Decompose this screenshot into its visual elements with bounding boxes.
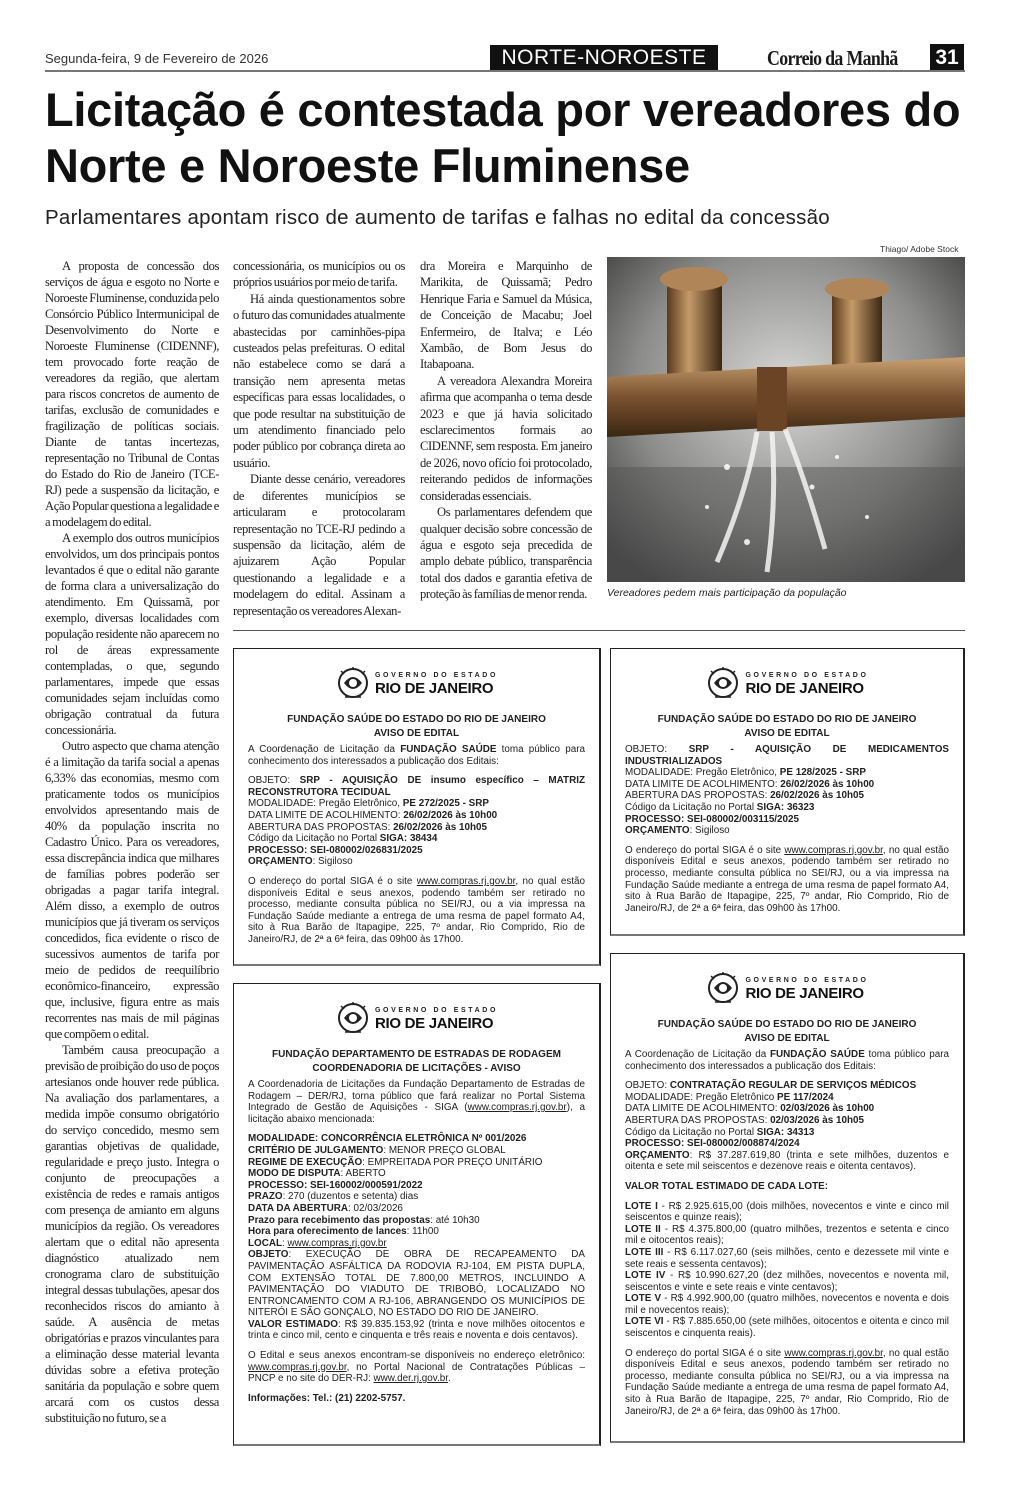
notice-text: A Coordenação de Licitação da — [625, 1049, 770, 1060]
notice-line — [248, 1319, 585, 1342]
notice-text: CRITÉRIO DE JULGAMENTO — [248, 1144, 384, 1156]
notice-text: Informações: Tel.: (21) 2202-5757. — [248, 1392, 406, 1404]
newspaper-name: Correio da Manhã — [767, 46, 898, 70]
notice-text: OBJETO: — [248, 775, 300, 787]
notice-text: : Sigiloso — [312, 856, 353, 868]
notice-text: LOTE V — [625, 1293, 662, 1305]
notice-line — [248, 1157, 585, 1169]
notice-link[interactable]: www.compras.rj.gov.br — [248, 1361, 347, 1373]
notice-text: LOTE IV — [625, 1270, 666, 1282]
notice-line — [625, 1348, 949, 1418]
notice-link[interactable]: www.compras.rj.gov.br — [287, 1237, 387, 1249]
notice-text: LOTE II — [625, 1223, 661, 1235]
notice-line — [248, 1203, 585, 1215]
notice-text: DATA LIMITE DE ACOLHIMENTO: — [625, 778, 781, 790]
notice-line — [248, 876, 585, 946]
notice-line — [625, 1080, 949, 1092]
section-label: NORTE-NOROESTE — [490, 45, 718, 71]
notice-block — [625, 1201, 949, 1340]
notice-text: - R$ 10.990.627,20 (dez milhões, novecentos e noventa mil, seiscentos e vinte e sete reais e vinte centavos); — [625, 1270, 949, 1293]
notice-text: ABERTURA DAS PROPOSTAS: — [625, 790, 771, 802]
notice-text: FUNDAÇÃO SAÚDE — [400, 744, 497, 755]
notice-link[interactable]: www.compras.rj.gov.br — [784, 1347, 883, 1359]
article-photo-pipes — [607, 257, 965, 582]
notice-text: PE 272/2025 - SRP — [402, 798, 489, 810]
notice-line — [248, 1350, 585, 1385]
notice-text: FUNDAÇÃO SAÚDE — [769, 1049, 865, 1060]
notice-line — [248, 1133, 585, 1145]
notice-text: PROCESSO: SEI-080002/003115/2025 — [625, 813, 800, 825]
notice-text: - R$ 4.992.900,00 (quatro milhões, novecentos e noventa e dois mil e novecentos reais); — [625, 1293, 949, 1316]
notice-text: SRP - AQUISIÇÃO DE MEDICAMENTOS INDUSTRIALIZADOS — [625, 744, 949, 767]
logo-line-2: RIO DE JANEIRO — [374, 1015, 494, 1033]
notice-text: ORÇAMENTO — [625, 1149, 690, 1161]
notice-line — [248, 744, 585, 767]
notice-line — [625, 744, 949, 767]
logo-line-1: GOVERNO DO ESTADO — [374, 671, 499, 679]
page-number: 31 — [930, 44, 964, 72]
article-headline: Licitação é contestada por vereadores do Norte e Noroeste Fluminense — [45, 83, 961, 192]
notice-text: PRAZO — [248, 1191, 283, 1203]
notice-line — [248, 1238, 585, 1250]
notice-text: SIGA: 38434 — [379, 833, 438, 845]
notice-text: O endereço do portal SIGA é o site — [248, 875, 417, 887]
notice-block — [248, 775, 585, 868]
notice-link[interactable]: www.compras.rj.gov.br — [784, 844, 883, 856]
notice-text: toma público para conhecimento dos interessados a publicação dos Editais: — [248, 744, 585, 767]
notice-text: MODALIDADE: Pregão Eletrônico, — [248, 798, 403, 810]
notice-line — [625, 1138, 949, 1150]
notice-line — [625, 1181, 949, 1193]
notice-text: VALOR TOTAL ESTIMADO DE CADA LOTE: — [625, 1180, 828, 1192]
logo-line-2: RIO DE JANEIRO — [745, 680, 864, 698]
logo-line-2: RIO DE JANEIRO — [745, 985, 864, 1003]
notice-block — [248, 876, 585, 946]
notice-text: . — [447, 1373, 451, 1385]
notice-text: PE 128/2025 - SRP — [779, 767, 866, 779]
notice-block — [248, 1350, 585, 1385]
notice-text: 26/02/2026 às 10h05 — [770, 790, 864, 802]
notice-text: : R$ 37.287.619,80 (trinta e sete milhões, duzentos e oitenta e sete mil seiscentos e dezenove reais e oitenta centavos). — [625, 1149, 949, 1173]
notice-text: ORÇAMENTO — [625, 825, 690, 837]
notice-line — [248, 833, 585, 845]
notice-line — [625, 1224, 949, 1247]
notice-line — [248, 1079, 585, 1125]
notice-line — [625, 1201, 949, 1224]
notice-line — [248, 1215, 585, 1227]
notice-line — [625, 1049, 949, 1072]
notice-block — [625, 1080, 949, 1173]
notice-text: O Edital e seus anexos encontram-se disponíveis no endereço eletrônico: — [248, 1350, 585, 1362]
notice-block — [248, 1079, 585, 1125]
article-subheadline: Parlamentares apontam risco de aumento de tarifas e falhas no edital da concessão — [45, 206, 830, 229]
notice-block — [248, 744, 585, 767]
notice-text: ), a licitação abaixo mencionada: — [248, 1102, 585, 1125]
notice-line — [248, 1191, 585, 1203]
notice-text: 26/02/2026 às 10h00 — [780, 778, 875, 790]
paragraph: Também causa preocupação a previsão de proibição do uso de poços artesianos onde houver rede pública. Na avaliação dos parlamentares, a medida impõe consumo obrigatório do serviço concedido, mesmo sem garantias objetivas de qualidade, regularidade e preço justo. Integra o conjunto de preocupações a existência de redes e ramais antigos com presença de amianto em alguns municípios da região. Os vereadores alertam que o edital não apresenta diagnóstico atualizado nem cronograma claro de substituição integral dessas tubulações, apesar dos reconhecidos riscos do amianto à saúde. A ausência de metas obrigatórias e prazos vinculantes para a eliminação desse material levanta dúvidas sobre a efetiva proteção sanitária da população e sobre quem arcará com os custos dessa substituição no futuro, se a — [45, 1043, 219, 1425]
notice-text: 26/02/2026 às 10h00 — [403, 809, 498, 821]
notice-line — [625, 1092, 949, 1104]
section-divider — [233, 630, 965, 631]
rio-de-janeiro-government-logo — [625, 665, 949, 701]
paragraph: A exemplo dos outros municípios envolvidos, um dos principais pontos levantados é que o edital não garante de forma clara a universalização do atendimento. Em Quissamã, por exemplo, diversas localidades com população residente não aparecem no rol de áreas expressamente contempladas, o que, segundo parlamentares, impede que essas comunidades sejam incluídas como obrigação contratual da futura concessionária. — [45, 531, 219, 737]
notice-text: SIGA: 34313 — [756, 1126, 815, 1138]
notice-text: Prazo para recebimento das propostas — [248, 1214, 431, 1226]
notice-text: : ABERTO — [340, 1168, 386, 1180]
notice-line — [625, 1270, 949, 1293]
notice-heading: FUNDAÇÃO DEPARTAMENTO DE ESTRADAS DE RODAGEM — [272, 1049, 561, 1060]
notice-line — [625, 1115, 949, 1127]
notice-text: : EMPREITADA POR PREÇO UNITÁRIO — [362, 1156, 543, 1168]
state-coat-of-arms-icon — [705, 970, 741, 1006]
paragraph: concessionária, os municípios ou os próprios usuários por meio de tarifa. — [233, 259, 405, 290]
notice-text: 26/02/2026 às 10h05 — [393, 821, 487, 833]
notice-text: - R$ 4.375.800,00 (quatro milhões, trezentos e setenta e cinco mil e oitocentos reais); — [625, 1223, 949, 1247]
notice-text: : até 10h30 — [430, 1214, 480, 1226]
logo-line-1: GOVERNO DO ESTADO — [374, 1006, 499, 1014]
article-column-3 — [420, 258, 592, 603]
notice-link[interactable]: www.compras.rj.gov.br — [467, 1102, 567, 1114]
notice-text: - R$ 6.117.027,60 (seis milhões, cento e dezessete mil vinte e sete reais e sessenta centavos); — [625, 1246, 949, 1270]
notice-text: Código da Licitação no Portal — [625, 1126, 757, 1138]
paragraph: Há ainda questionamentos sobre o futuro das comunidades atualmente abastecidas por caminhões-pipa custeados pelas prefeituras. O edital não estabelece como se dará a transição nem apresenta metas específicas para essas localidades, o que pode resultar na substituição de um atendimento financiado pelo poder público por cobrança direta ao usuário. — [233, 291, 405, 470]
notice-line — [248, 845, 585, 857]
notice-text: : 02/03/2026 — [348, 1202, 403, 1214]
notice-text: SIGA: 36323 — [756, 801, 815, 813]
notice-text: Código da Licitação no Portal — [625, 801, 757, 813]
state-coat-of-arms-icon — [335, 665, 371, 701]
notice-text: , no qual estão disponíveis Edital e seus anexos, podendo também ser retirado no processo, mediante consulta pública no SEI/RJ, ou a via impressa na Fundação Saúde mediante a entrega de uma resma de papel formato A4, sito à Rua Barão de Itapagipe, 225, 7º andar, Rio Comprido, Rio de Janeiro/RJ, de 2ª a 6ª feira, das 09h00 às 17h00. — [625, 1347, 949, 1417]
article-column-2 — [233, 258, 405, 619]
edition-date: Segunda-feira, 9 de Fevereiro de 2026 — [45, 51, 269, 66]
paragraph: A vereadora Alexandra Moreira afirma que acompanha o tema desde 2023 e que já havia solicitado esclarecimentos formais ao CIDENNF, sem resposta. Em janeiro de 2026, novo ofício foi protocolado, reiterando pedidos de informações consideradas essenciais. — [420, 373, 592, 503]
notice-text: 02/03/2026 às 10h00 — [780, 1103, 875, 1115]
notice-text: OBJETO — [248, 1249, 289, 1261]
paragraph: dra Moreira e Marquinho de Marikita, de Quissamã; Pedro Henrique Faria e Samuel da Música, de Conceição de Macabu; Joel Enfermeiro, de Italva; e Léo Xambão, de Bom Jesus do Itabapoana. — [420, 259, 592, 372]
legal-notice-der-rj — [233, 983, 601, 1446]
header-divider — [45, 70, 965, 72]
notice-block — [625, 845, 949, 915]
legal-notice-fundacao-saude-1 — [233, 648, 601, 966]
notice-block — [248, 1393, 585, 1405]
notice-text: : — [282, 1237, 288, 1249]
article-column-1 — [45, 258, 219, 1426]
notice-line — [248, 810, 585, 822]
notice-line — [248, 1168, 585, 1180]
notice-text: OBJETO: — [625, 744, 689, 755]
notice-text: MODALIDADE: Pregão Eletrônico — [625, 1091, 778, 1103]
notice-line — [625, 825, 949, 837]
notice-line — [625, 845, 949, 915]
notice-text: - R$ 2.925.615,00 (dois milhões, novecentos e vinte e cinco mil seiscentos e quinze reais); — [625, 1200, 949, 1224]
notice-line — [625, 1150, 949, 1173]
notice-heading: COORDENADORIA DE LICITAÇÕES - AVISO — [312, 1063, 521, 1074]
state-coat-of-arms-icon — [335, 1000, 371, 1036]
notice-line — [625, 1103, 949, 1115]
notice-text: OBJETO: — [625, 1080, 670, 1092]
notice-text: LOTE I — [625, 1200, 658, 1212]
rio-de-janeiro-government-logo — [625, 970, 949, 1006]
notice-block — [625, 1049, 949, 1072]
notice-text: LOCAL — [248, 1237, 283, 1249]
legal-notice-fundacao-saude-3 — [610, 953, 965, 1443]
paragraph: Diante desse cenário, vereadores de diferentes municípios se articularam e protocolaram representação no TCE-RJ pedindo a suspensão da licitação, além de ajuizarem Ação Popular questionando a legalidade e a modelagem do edital. Assinam a representação os vereadores Alexan- — [233, 472, 405, 618]
paragraph: A proposta de concessão dos serviços de água e esgoto no Norte e Noroeste Fluminense, conduzida pelo Consórcio Público Intermunicipal de Desenvolvimento do Norte e Noroeste Fluminense (CIDENNF), tem provocado forte reação de vereadores da região, que alertam para riscos concretos de aumento de tarifas, exclusão de comunidades e fragilização de políticas sociais. Diante de tantas incertezas, representação no Tribunal de Contas do Estado do Rio de Janeiro (TCE-RJ) pede a suspensão da licitação, e Ação Popular questiona a legalidade e a modelagem do edital. — [45, 259, 219, 529]
notice-text: SRP - AQUISIÇÃO DE insumo específico – MATRIZ RECONSTRUTORA TECIDUAL — [248, 775, 585, 798]
notice-line — [248, 1145, 585, 1157]
notice-text: MODALIDADE: Pregão Eletrônico, — [625, 767, 780, 779]
notice-line — [625, 802, 949, 814]
notice-line — [248, 1249, 585, 1319]
notice-text: : EXECUÇÃO DE OBRA DE RECAPEAMENTO DA PAVIMENTAÇÃO ASFÁLTICA DA RODOVIA RJ-104, EM PISTA DUPLA, COM EXTENSÃO TOTAL DE 7.800,00 METROS, INCLUINDO A PAVIMENTAÇÃO DO VIADUTO DE TRIBOBÓ, LOCALIZADO NO ENTRONCAMENTO COM A RJ-106, ABRANGENDO OS MUNICÍPIOS DE NITERÓI E SÃO GONÇALO, NO ESTADO DO RIO DE JANEIRO. — [248, 1249, 585, 1319]
notice-text: 02/03/2026 às 10h05 — [770, 1114, 864, 1126]
notice-text: LOTE VI — [625, 1316, 664, 1328]
logo-line-1: GOVERNO DO ESTADO — [745, 976, 869, 984]
notice-text: ORÇAMENTO — [248, 856, 313, 868]
notice-line — [248, 798, 585, 810]
notice-text: DATA LIMITE DE ACOLHIMENTO: — [248, 809, 404, 821]
notice-text: PROCESSO: SEI-160002/000591/2022 — [248, 1179, 423, 1191]
notice-text: VALOR ESTIMADO — [248, 1318, 338, 1330]
notice-line — [625, 1247, 949, 1270]
notice-text: , no Portal Nacional de Contratações Públicas – PNCP e no site do DER-RJ: — [248, 1361, 585, 1385]
notice-text: : 11h00 — [406, 1226, 439, 1238]
notice-line — [625, 814, 949, 826]
notice-line — [248, 775, 585, 798]
notice-text: A Coordenadoria de Licitações da Fundação Departamento de Estradas de Rodagem – DER/RJ, torna público que fará realizar no Portal Sistema Integrado de Gestão de Aquisições - SIGA ( — [248, 1079, 585, 1114]
notice-text: , no qual estão disponíveis Edital e seus anexos, podendo também ser retirado no processo, mediante consulta pública no SEI/RJ, ou a via impressa na Fundação Saúde mediante a entrega de uma resma de papel formato A4, sito à Rua Barão de Itapagipe, 225, 7º andar, Rio Comprido, Rio de Janeiro/RJ, de 2ª a 6ª feira, das 09h00 às 17h00. — [248, 875, 585, 945]
notice-heading: AVISO DE EDITAL — [744, 728, 830, 739]
notice-block — [248, 1133, 585, 1342]
notice-text: : Sigiloso — [689, 825, 730, 837]
notice-line — [248, 1393, 585, 1405]
notice-text: PROCESSO: SEI-080002/008874/2024 — [625, 1138, 800, 1150]
notice-line — [625, 1293, 949, 1316]
logo-line-2: RIO DE JANEIRO — [374, 680, 494, 698]
notice-heading: AVISO DE EDITAL — [744, 1033, 830, 1044]
notice-line — [248, 1180, 585, 1192]
rio-de-janeiro-government-logo — [248, 665, 585, 701]
notice-text: DATA DA ABERTURA — [248, 1202, 349, 1214]
notice-block — [625, 744, 949, 837]
rio-de-janeiro-government-logo — [248, 1000, 585, 1036]
notice-text: PE 117/2024 — [777, 1091, 834, 1103]
notice-text: O endereço do portal SIGA é o site — [625, 1347, 785, 1359]
notice-heading: AVISO DE EDITAL — [373, 728, 460, 739]
notice-line — [625, 779, 949, 791]
photo-credit: Thiago/ Adobe Stock — [880, 244, 959, 254]
notice-line — [248, 822, 585, 834]
notice-line — [625, 790, 949, 802]
notice-heading: FUNDAÇÃO SAÚDE DO ESTADO DO RIO DE JANEIRO — [657, 714, 917, 725]
notice-text: A Coordenação de Licitação da — [248, 744, 401, 755]
logo-line-1: GOVERNO DO ESTADO — [745, 671, 869, 679]
notice-line — [625, 1127, 949, 1139]
notice-text: LOTE III — [625, 1246, 664, 1258]
notice-line — [248, 1226, 585, 1238]
paragraph: Outro aspecto que chama atenção é a limitação da tarifa social a apenas 6,33% das economias, mesmo com praticamente todos os municípios envolvidos apresentando mais de 40% da população inscrita no Cadastro Único. Para os vereadores, essa discrepância indica que milhares de famílias pobres poderão ser obrigadas a pagar tarifa integral. Além disso, a exemplo de outros municípios que já tiveram os serviços concedidos, fica evidente o risco de sucessivos aumentos de tarifa por meio de pedidos de reequilíbrio econômico-financeiro, expressão que, inclusive, figura entre as mais recorrentes nas mais de mil páginas que compõem o edital. — [45, 739, 219, 1041]
notice-text: : 270 (duzentos e setenta) dias — [282, 1191, 419, 1203]
photo-caption: Vereadores pedem mais participação da população — [607, 587, 847, 599]
notice-text: ABERTURA DAS PROPOSTAS: — [248, 821, 394, 833]
notice-heading: FUNDAÇÃO SAÚDE DO ESTADO DO RIO DE JANEIRO — [287, 714, 546, 725]
notice-text: - R$ 7.885.650,00 (sete milhões, oitocentos e oitenta e cinco mil seiscentos e cinquenta reais). — [625, 1316, 950, 1340]
notice-text: REGIME DE EXECUÇÃO — [248, 1156, 363, 1168]
notice-text: DATA LIMITE DE ACOLHIMENTO: — [625, 1103, 781, 1115]
notice-text: Código da Licitação no Portal — [248, 833, 380, 845]
notice-text: , no qual estão disponíveis Edital e seus anexos, podendo também ser retirado no processo, mediante consulta pública no SEI/RJ, ou a via impressa na Fundação Saúde mediante a entrega de uma resma de papel formato A4, sito à Rua Barão de Itapagipe, 225, 7º andar, Rio Comprido, Rio de Janeiro/RJ, de 2ª a 6ª feira, das 09h00 às 17h00. — [625, 844, 949, 914]
notice-text: toma público para conhecimento dos interessados a publicação dos Editais: — [625, 1049, 950, 1072]
notice-link[interactable]: www.compras.rj.gov.br — [416, 875, 516, 887]
notice-text: ABERTURA DAS PROPOSTAS: — [625, 1114, 771, 1126]
notice-line — [625, 767, 949, 779]
notice-block — [625, 1348, 949, 1418]
notice-text: PROCESSO: SEI-080002/026831/2025 — [248, 844, 423, 856]
notice-text: CONTRATAÇÃO REGULAR DE SERVIÇOS MÉDICOS — [669, 1080, 917, 1092]
notice-text: : R$ 39.835.153,92 (trinta e nove milhões oitocentos e trinta e cinco mil, cento e cinquenta e três reais e noventa e dois centavos). — [248, 1318, 585, 1342]
legal-notice-fundacao-saude-2 — [610, 648, 965, 936]
notice-text: MODO DE DISPUTA — [248, 1168, 341, 1180]
notice-text: MODALIDADE: CONCORRÊNCIA ELETRÔNICA Nº 001/2026 — [248, 1133, 527, 1145]
paragraph: Os parlamentares defendem que qualquer decisão sobre concessão de água e esgoto seja precedida de amplo debate público, transparência total dos dados e garantia efetiva de proteção às famílias de menor renda. — [420, 505, 592, 602]
notice-heading: FUNDAÇÃO SAÚDE DO ESTADO DO RIO DE JANEIRO — [657, 1019, 917, 1030]
notice-text: O endereço do portal SIGA é o site — [625, 844, 785, 856]
state-coat-of-arms-icon — [705, 665, 741, 701]
notice-line — [625, 1316, 949, 1339]
notice-text: Hora para oferecimento de lances — [248, 1226, 407, 1238]
notice-line — [248, 856, 585, 868]
notice-text: : MENOR PREÇO GLOBAL — [383, 1144, 506, 1156]
notice-block — [625, 1181, 949, 1193]
notice-link[interactable]: www.der.rj.gov.br — [373, 1373, 448, 1385]
